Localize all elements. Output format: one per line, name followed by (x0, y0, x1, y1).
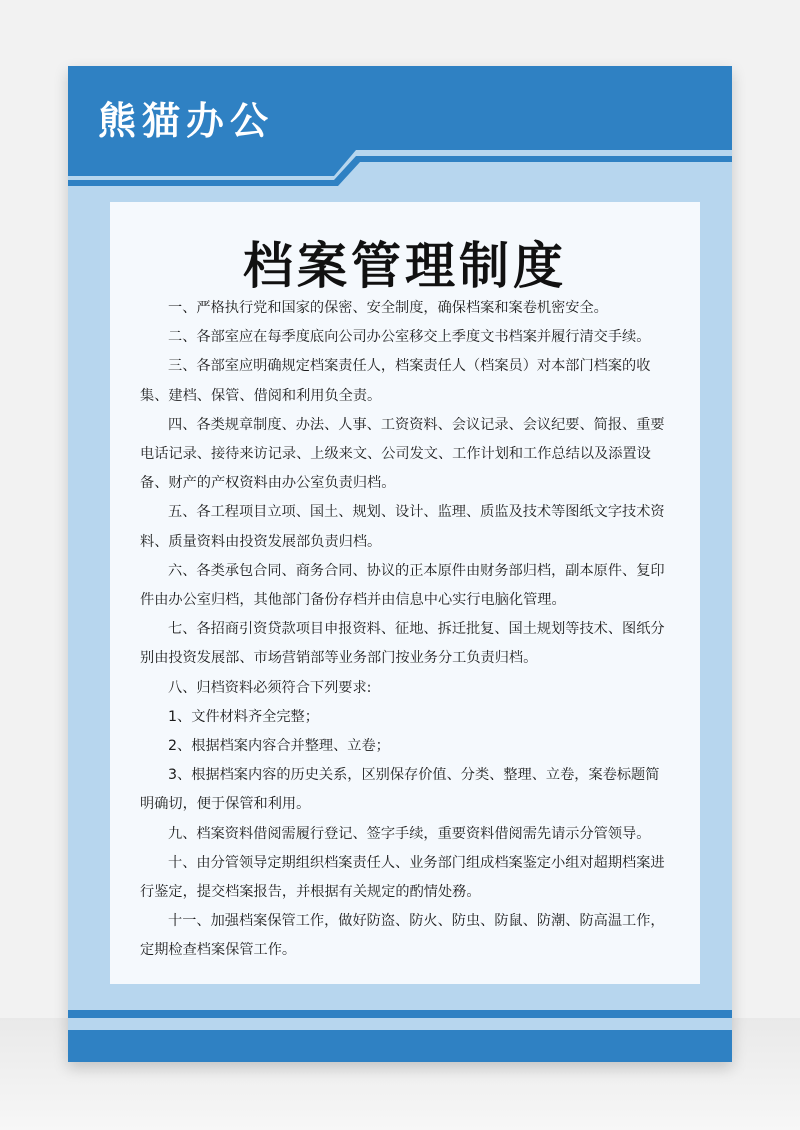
clause-item: 十一、加强档案保管工作，做好防盗、防火、防虫、防鼠、防潮、防高温工作，定期检查档案保管工作。 (140, 913, 665, 959)
clause-item: 十、由分管领导定期组织档案责任人、业务部门组成档案鉴定小组对超期档案进行鉴定，提交档案报告，并根据有关规定的酌情处務。 (140, 854, 665, 901)
clause-item: 九、档案资料借阅需履行登记、签字手续，重要资料借阅需先请示分管领导。 (168, 825, 651, 842)
footer-stripe-thin (68, 1010, 732, 1018)
footer-stripe-thick (68, 1030, 732, 1062)
clause-item: 三、各部室应明确规定档案责任人，档案责任人（档案员）对本部门档案的收集、建档、保管、借阅和利用负全责。 (140, 358, 651, 404)
clause-item: 一、严格执行党和国家的保密、安全制度，确保档案和案卷机密安全。 (168, 300, 608, 316)
clause-list (140, 294, 673, 966)
clause-item: 七、各招商引资贷款项目申报资料、征地、拆迁批复、国土规划等技术、图纸分别由投资发展部、市场营销部等业务部门按业务分工负责归档。 (140, 621, 665, 667)
clause-item: 1、文件材料齐全完整； (168, 708, 319, 725)
clause-item: 六、各类承包合同、商务合同、协议的正本原件由财务部归档，副本原件、复印件由办公室归档，其他部门备份存档并由信息中心实行电脑化管理。 (140, 562, 665, 609)
content-panel (110, 202, 700, 984)
clause-item: 二、各部室应在每季度底向公司办公室移交上季度文书档案并履行清交手续。 (168, 329, 651, 346)
clause-item: 四、各类规章制度、办法、人事、工资资料、会议记录、会议纪要、简报、重要电话记录、接待来访记录、上级来文、公司发文、工作计划和工作总结以及添置设备、财产的产权资料由办公室负责归档。 (140, 416, 665, 492)
clause-item: 2、根据档案内容合并整理、立卷； (168, 738, 390, 755)
clause-item: 3、根据档案内容的历史关系，区别保存价值、分类、整理、立卷，案卷标题简明确切，便于保管和利用。 (140, 767, 660, 813)
page-title: 档案管理制度 (243, 237, 567, 295)
clause-item: 八、归档资料必须符合下列要求: (168, 679, 372, 696)
brand-logo-text: 熊猫办公 (98, 99, 275, 143)
clause-item: 五、各工程项目立项、国土、规划、设计、监理、质监及技术等图纸文字技术资料、质量资料由投资发展部负责归档。 (140, 504, 665, 550)
poster (68, 66, 732, 1062)
